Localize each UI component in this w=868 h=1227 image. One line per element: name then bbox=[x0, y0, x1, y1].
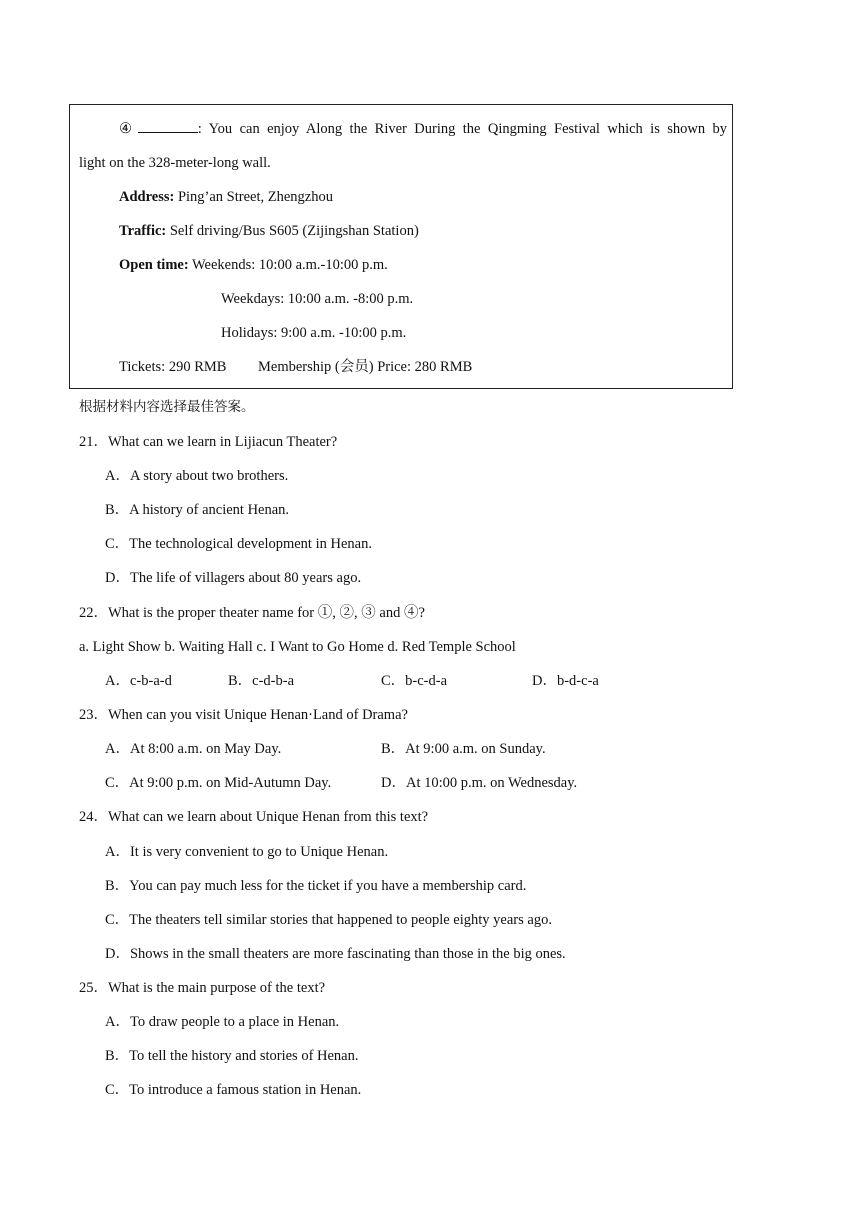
question-21-stem: 21．What can we learn in Lijiacun Theater? bbox=[79, 434, 338, 450]
question-22-option-b: B．c-d-b-a bbox=[228, 673, 295, 689]
answer-blank bbox=[138, 120, 198, 133]
question-23-option-a: A．At 8:00 a.m. on May Day. bbox=[105, 741, 282, 757]
item4-line2: light on the 328-meter-long wall. bbox=[79, 155, 271, 171]
question-24-option-a: A．It is very convenient to go to Unique Henan. bbox=[105, 844, 389, 860]
question-22-names: a. Light Show b. Waiting Hall c. I Want to Go Home d. Red Temple School bbox=[79, 639, 516, 655]
circled-number-4: ④ bbox=[119, 121, 136, 137]
traffic-value: Self driving/Bus S605 (Zijingshan Station) bbox=[166, 223, 419, 239]
traffic-label: Traffic: bbox=[119, 223, 167, 239]
question-21-option-b: B．A history of ancient Henan. bbox=[105, 502, 290, 518]
item4-line1 bbox=[119, 120, 727, 138]
open-holidays: Holidays: 9:00 a.m. -10:00 p.m. bbox=[221, 325, 407, 341]
address-value: Ping’an Street, Zhengzhou bbox=[174, 189, 333, 205]
question-24-option-b: B．You can pay much less for the ticket if you have a membership card. bbox=[105, 878, 527, 894]
question-25-option-b: B．To tell the history and stories of Henan. bbox=[105, 1048, 359, 1064]
question-24-stem: 24．What can we learn about Unique Henan from this text? bbox=[79, 809, 429, 825]
question-22-option-a: A．c-b-a-d bbox=[105, 673, 172, 689]
open-time-line bbox=[119, 256, 388, 274]
address-label: Address: bbox=[119, 189, 175, 205]
question-25-option-c: C．To introduce a famous station in Henan. bbox=[105, 1082, 362, 1098]
question-22-option-d: D．b-d-c-a bbox=[532, 673, 599, 689]
membership-price: Membership (会员) Price: 280 RMB bbox=[258, 359, 473, 375]
question-23-option-d: D．At 10:00 p.m. on Wednesday. bbox=[381, 775, 578, 791]
question-21-option-d: D．The life of villagers about 80 years ago. bbox=[105, 570, 362, 586]
question-25-stem: 25．What is the main purpose of the text? bbox=[79, 980, 326, 996]
traffic-line bbox=[119, 222, 419, 240]
open-weekdays: Weekdays: 10:00 a.m. -8:00 p.m. bbox=[221, 291, 414, 307]
question-24-option-c: C．The theaters tell similar stories that happened to people eighty years ago. bbox=[105, 912, 552, 928]
question-23-option-c: C．At 9:00 p.m. on Mid-Autumn Day. bbox=[105, 775, 332, 791]
question-23-stem: 23．When can you visit Unique Henan·Land of Drama? bbox=[79, 707, 408, 723]
question-23-option-b: B．At 9:00 a.m. on Sunday. bbox=[381, 741, 546, 757]
item4-text: : You can enjoy Along the River During the Qingming Festival which is shown by bbox=[197, 121, 728, 137]
instruction: 根据材料内容选择最佳答案。 bbox=[79, 399, 255, 415]
question-22-stem: 22．What is the proper theater name for ①, ②, ③ and ④? bbox=[79, 605, 425, 621]
open-time-label: Open time: bbox=[119, 257, 189, 273]
question-21-option-c: C．The technological development in Henan. bbox=[105, 536, 372, 552]
open-weekends: Weekends: 10:00 a.m.-10:00 p.m. bbox=[188, 257, 388, 273]
question-21-option-a: A．A story about two brothers. bbox=[105, 468, 289, 484]
question-24-option-d: D．Shows in the small theaters are more fascinating than those in the big ones. bbox=[105, 946, 566, 962]
question-22-option-c: C．b-c-d-a bbox=[381, 673, 448, 689]
address-line bbox=[119, 188, 333, 206]
question-25-option-a: A．To draw people to a place in Henan. bbox=[105, 1014, 340, 1030]
info-box bbox=[69, 104, 733, 389]
tickets-price: Tickets: 290 RMB bbox=[119, 359, 227, 375]
